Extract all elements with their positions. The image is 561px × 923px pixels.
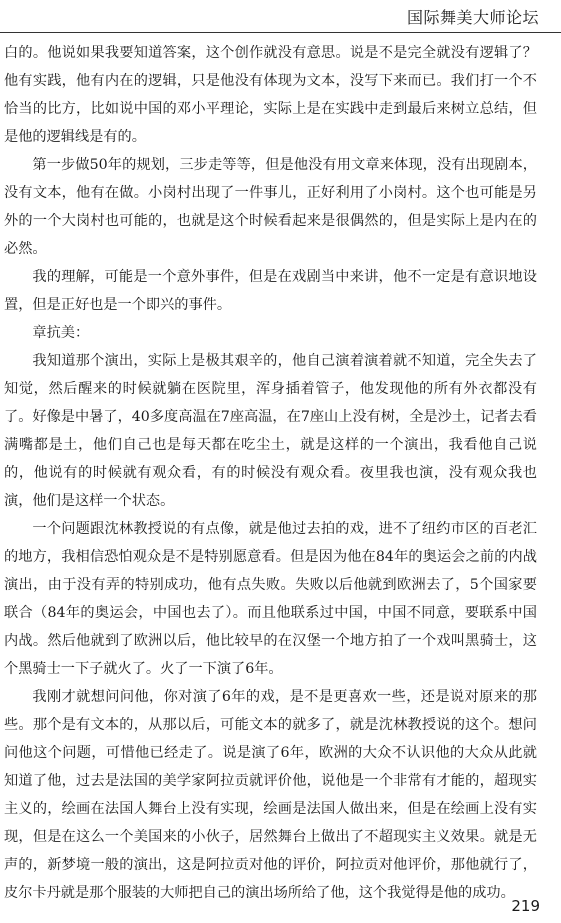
page-header — [0, 0, 561, 36]
paragraph: 一个问题跟沈林教授说的有点像，就是他过去拍的戏，进不了纽约市区的百老汇的地方，我相信恐怕观众是不是特别愿意看。但是因为他在84年的奥运会之前的内战演出，由于没有弄的特别成功，他有点失败。失败以后他就到欧洲去了，5个国家要联合（84年的奥运会，中国也去了）。而且他联系过中国，中国不同意，要联系中国内战。然后他就到了欧洲以后，他比较早的在汉堡一个地方拍了一个戏叫黑骑士，这个黑骑士一下子就火了。火了一下演了6年。 — [4, 521, 537, 677]
body-text — [4, 39, 537, 907]
paragraph: 第一步做50年的规划，三步走等等，但是他没有用文章来体现，没有出现剧本，没有文本，他有在做。小岗村出现了一件事儿，正好利用了小岗村。这个也可能是另外的一个大岗村也可能的，也就是这个时候看起来是很偶然的，但是实际上是内在的必然。 — [4, 157, 537, 257]
paragraph: 我的理解，可能是一个意外事件，但是在戏剧当中来讲，他不一定是有意识地设置，但是正好也是一个即兴的事件。 — [4, 269, 537, 313]
page-number: 219 — [511, 897, 540, 915]
running-head-title: 国际舞美大师论坛 — [406, 8, 539, 27]
paragraph: 白的。他说如果我要知道答案，这个创作就没有意思。说是不是完全就没有逻辑了？他有实践，他有内在的逻辑，只是他没有体现为文本，没写下来而已。我们打一个不恰当的比方，比如说中国的邓小平理论，实际上是在实践中走到最后来树立总结，但是他的逻辑线是有的。 — [4, 45, 537, 145]
speaker-label: 章抗美： — [32, 325, 90, 341]
paragraph: 我刚才就想问问他，你对演了6年的戏，是不是更喜欢一些，还是说对原来的那些。那个是有文本的，从那以后，可能文本的就多了，就是沈林教授说的这个。想问问他这个问题，可惜他已经走了。说是演了6年，欧洲的大众不认识他的大众从此就知道了他，过去是法国的美学家阿拉贡就评价他，说他是一个非常有才能的，超现实主义的，绘画在法国人舞台上没有实现，绘画是法国人做出来，但是在绘画上没有实现，但是在这么一个美国来的小伙子，居然舞台上做出了不超现实主义效果。就是无声的，新梦境一般的演出，这是阿拉贡对他的评价，阿拉贡对他评价，那他就行了，皮尔卡丹就是那个服装的大师把自己的演出场所给了他，这个我觉得是他的成功。 — [4, 689, 537, 901]
paragraph: 我知道那个演出，实际上是极其艰辛的，他自己演着演着就不知道，完全失去了知觉，然后醒来的时候就躺在医院里，浑身插着管子，他发现他的所有外衣都没有了。好像是中暑了，40多度高温在7座高温，在7座山上没有树，全是沙土，记者去看满嘴都是土，他们自己也是每天都在吃尘土，就是这样的一个演出，我看他自己说的，他说有的时候就有观众看，有的时候没有观众看。夜里我也演，没有观众我也演，他们是这样一个状态。 — [4, 353, 537, 509]
header-rule — [0, 32, 561, 33]
